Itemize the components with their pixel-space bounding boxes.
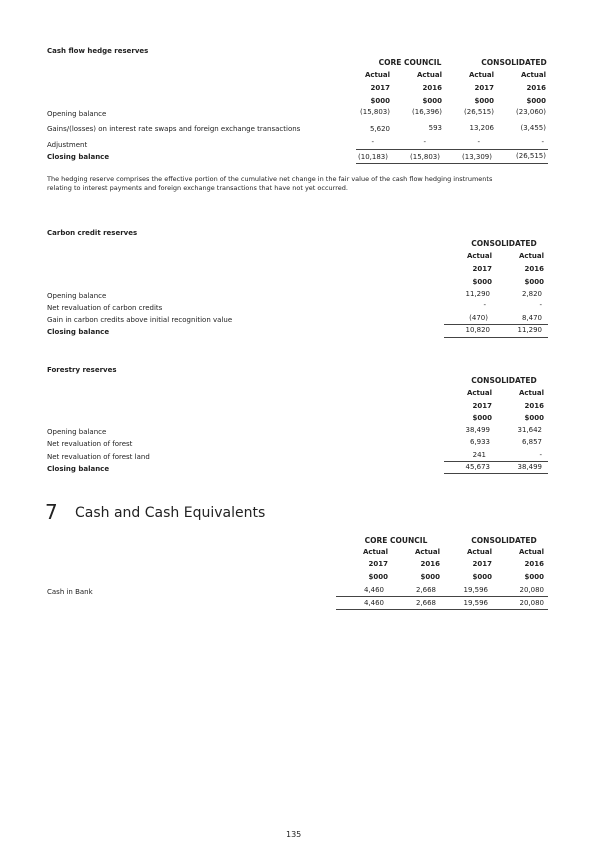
cashflow-row-label: Adjustment: [47, 141, 88, 149]
carbon-header-1-actual: Actual: [466, 252, 492, 260]
carbon-cell: 11,290: [517, 326, 542, 334]
cashflow-cell: (23,060): [516, 108, 546, 116]
cashflow-cell: 593: [428, 124, 442, 132]
cash-total-cell: 20,080: [519, 599, 544, 607]
cash-header-2-unit: $000: [420, 573, 440, 581]
cash-cell: 2,668: [415, 586, 436, 594]
forestry-total-underline: [444, 473, 548, 474]
carbon-cell: -: [483, 301, 486, 309]
forestry-title: Forestry reserves: [47, 366, 117, 374]
cashflow-cell: (15,803): [410, 153, 440, 161]
carbon-cell: 2,820: [521, 290, 542, 298]
cashflow-cell: (13,309): [462, 153, 492, 161]
cashflow-cell: 13,206: [469, 124, 494, 132]
cashflow-row-label: Gains/(losses) on interest rate swaps and foreign exchange transactions: [47, 125, 301, 133]
cash-total-cell: 2,668: [415, 599, 436, 607]
cash-header-4-unit: $000: [524, 573, 544, 581]
carbon-title: Carbon credit reserves: [47, 229, 138, 237]
forestry-row-label: Net revaluation of forest: [47, 440, 133, 448]
cashflow-header-1-actual: Actual: [364, 71, 390, 79]
forestry-header-1-actual: Actual: [466, 389, 492, 397]
carbon-cell: (470): [469, 314, 488, 322]
cash-header-1-year: 2017: [368, 560, 388, 568]
forestry-header-2-year: 2016: [524, 402, 544, 410]
carbon-total-underline: [444, 337, 548, 338]
cash-cell: 4,460: [363, 586, 384, 594]
cash-group-core: CORE COUNCIL: [364, 536, 428, 545]
forestry-cell: 45,673: [465, 463, 490, 471]
cashflow-total-rule: [356, 149, 548, 150]
cashflow-row-label: Closing balance: [47, 153, 110, 161]
carbon-header-1-unit: $000: [472, 278, 492, 286]
cashflow-cell: -: [477, 138, 480, 146]
carbon-header-1-year: 2017: [472, 265, 492, 273]
cashflow-header-2-unit: $000: [422, 97, 442, 105]
carbon-cell: 8,470: [521, 314, 542, 322]
cashflow-cell: -: [423, 138, 426, 146]
forestry-header-2-unit: $000: [524, 414, 544, 422]
carbon-cell: -: [539, 301, 542, 309]
carbon-row-label: Opening balance: [47, 292, 107, 300]
cashflow-row-label: Opening balance: [47, 110, 107, 118]
cash-header-1-unit: $000: [368, 573, 388, 581]
cash-row-label: Cash in Bank: [47, 588, 93, 596]
carbon-header-2-unit: $000: [524, 278, 544, 286]
carbon-row-label: Net revaluation of carbon credits: [47, 304, 163, 312]
forestry-cell: 31,642: [517, 426, 542, 434]
cashflow-total-underline: [356, 163, 548, 164]
cashflow-header-3-year: 2017: [474, 84, 494, 92]
forestry-cell: 241: [472, 451, 486, 459]
carbon-group-consolidated: CONSOLIDATED: [471, 239, 537, 248]
cash-total-underline: [336, 609, 548, 610]
cash-cell: 19,596: [463, 586, 488, 594]
cash-total-cell: 4,460: [363, 599, 384, 607]
cashflow-cell: (15,803): [360, 108, 390, 116]
cash-header-4-actual: Actual: [518, 548, 544, 556]
carbon-row-label: Gain in carbon credits above initial recognition value: [47, 316, 233, 324]
forestry-header-2-actual: Actual: [518, 389, 544, 397]
carbon-total-rule: [444, 324, 548, 325]
cashflow-cell: (16,396): [412, 108, 442, 116]
carbon-row-label: Closing balance: [47, 328, 110, 336]
carbon-cell: 10,820: [465, 326, 490, 334]
cash-total-rule: [336, 596, 548, 597]
cashflow-header-4-unit: $000: [526, 97, 546, 105]
cash-header-3-actual: Actual: [466, 548, 492, 556]
cash-header-4-year: 2016: [524, 560, 544, 568]
page-number: 135: [286, 830, 302, 839]
forestry-row-label: Closing balance: [47, 465, 110, 473]
cash-group-consolidated: CONSOLIDATED: [471, 536, 537, 545]
cash-header-3-year: 2017: [472, 560, 492, 568]
carbon-cell: 11,290: [465, 290, 490, 298]
cashflow-header-1-unit: $000: [370, 97, 390, 105]
forestry-cell: 38,499: [517, 463, 542, 471]
forestry-row-label: Opening balance: [47, 428, 107, 436]
cash-cell: 20,080: [519, 586, 544, 594]
forestry-cell: 38,499: [465, 426, 490, 434]
cashflow-header-3-unit: $000: [474, 97, 494, 105]
cashflow-header-3-actual: Actual: [468, 71, 494, 79]
cashflow-header-2-year: 2016: [422, 84, 442, 92]
carbon-header-2-actual: Actual: [518, 252, 544, 260]
forestry-cell: -: [539, 451, 542, 459]
cashflow-group-core: CORE COUNCIL: [378, 58, 442, 67]
cashflow-group-consolidated: CONSOLIDATED: [481, 58, 547, 67]
cashflow-cell: (3,455): [520, 124, 546, 132]
forestry-header-1-year: 2017: [472, 402, 492, 410]
carbon-header-2-year: 2016: [524, 265, 544, 273]
forestry-total-rule: [444, 461, 548, 462]
section-number: 7: [45, 500, 58, 524]
cashflow-header-1-year: 2017: [370, 84, 390, 92]
cash-total-cell: 19,596: [463, 599, 488, 607]
cashflow-cell: 5,620: [369, 125, 390, 133]
forestry-cell: 6,933: [469, 438, 490, 446]
cash-header-2-year: 2016: [420, 560, 440, 568]
cashflow-note: The hedging reserve comprises the effective portion of the cumulative net change in the fair value of the cash flow hedging instruments relating to interest payments and foreign exchange transactions that have not yet occurred.: [47, 175, 493, 192]
cashflow-cell: -: [371, 138, 374, 146]
cash-header-3-unit: $000: [472, 573, 492, 581]
forestry-header-1-unit: $000: [472, 414, 492, 422]
cashflow-title: Cash flow hedge reserves: [47, 47, 149, 55]
cashflow-cell: (10,183): [358, 153, 388, 161]
cashflow-cell: (26,515): [516, 152, 546, 160]
cashflow-cell: -: [541, 138, 544, 146]
cashflow-header-4-actual: Actual: [520, 71, 546, 79]
cashflow-header-4-year: 2016: [526, 84, 546, 92]
cashflow-cell: (26,515): [464, 108, 494, 116]
cashflow-header-2-actual: Actual: [416, 71, 442, 79]
cash-header-2-actual: Actual: [414, 548, 440, 556]
forestry-group-consolidated: CONSOLIDATED: [471, 376, 537, 385]
cash-header-1-actual: Actual: [362, 548, 388, 556]
forestry-row-label: Net revaluation of forest land: [47, 453, 150, 461]
forestry-cell: 6,857: [521, 438, 542, 446]
section-title: Cash and Cash Equivalents: [75, 505, 266, 521]
